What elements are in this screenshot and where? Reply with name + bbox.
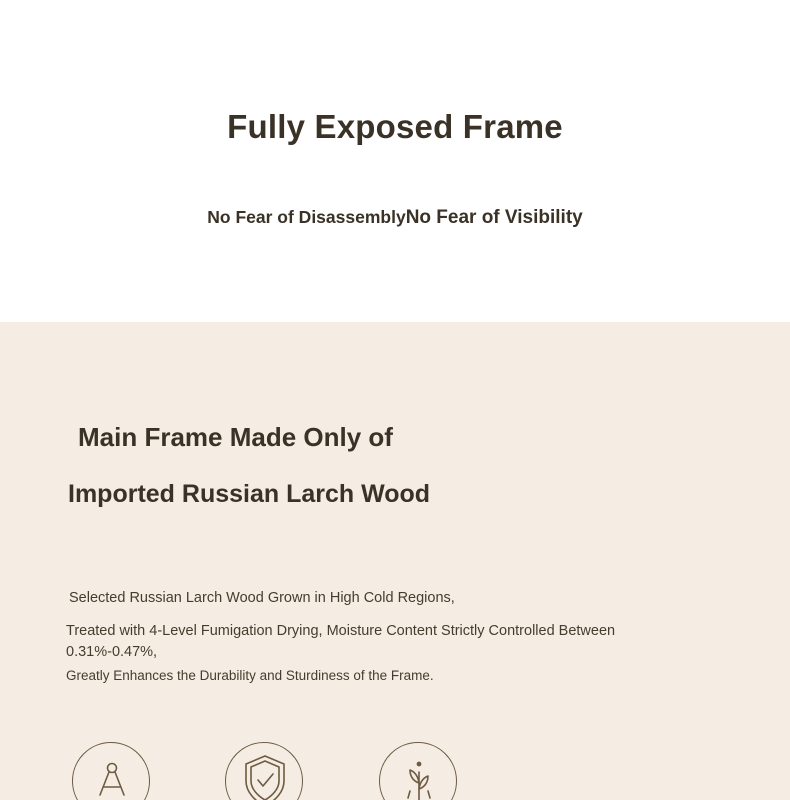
hero-subtitle [0,207,790,229]
description-line-1: Selected Russian Larch Wood Grown in High Cold Regions, [69,590,455,606]
hero-subtitle-part-a: No Fear of Disassembly [207,207,406,227]
hero-title: Fully Exposed Frame [227,108,563,145]
section-heading-line-2: Imported Russian Larch Wood [68,480,431,508]
hero-subtitle-part-b: No Fear of Visibility [405,207,583,228]
section-heading-line-1: Main Frame Made Only of [78,422,393,452]
description-line-3: Greatly Enhances the Durability and Sturdiness of the Frame. [66,668,434,683]
compass-icon [72,742,150,800]
hero-section [0,0,790,322]
feature-icon-row [0,742,790,800]
shield-check-icon [225,742,303,800]
frame-material-section [0,322,790,800]
plant-sprout-icon [379,742,457,800]
description-line-2: Treated with 4-Level Fumigation Drying, Moisture Content Strictly Controlled Between 0.31%-0.47%, [66,623,616,660]
